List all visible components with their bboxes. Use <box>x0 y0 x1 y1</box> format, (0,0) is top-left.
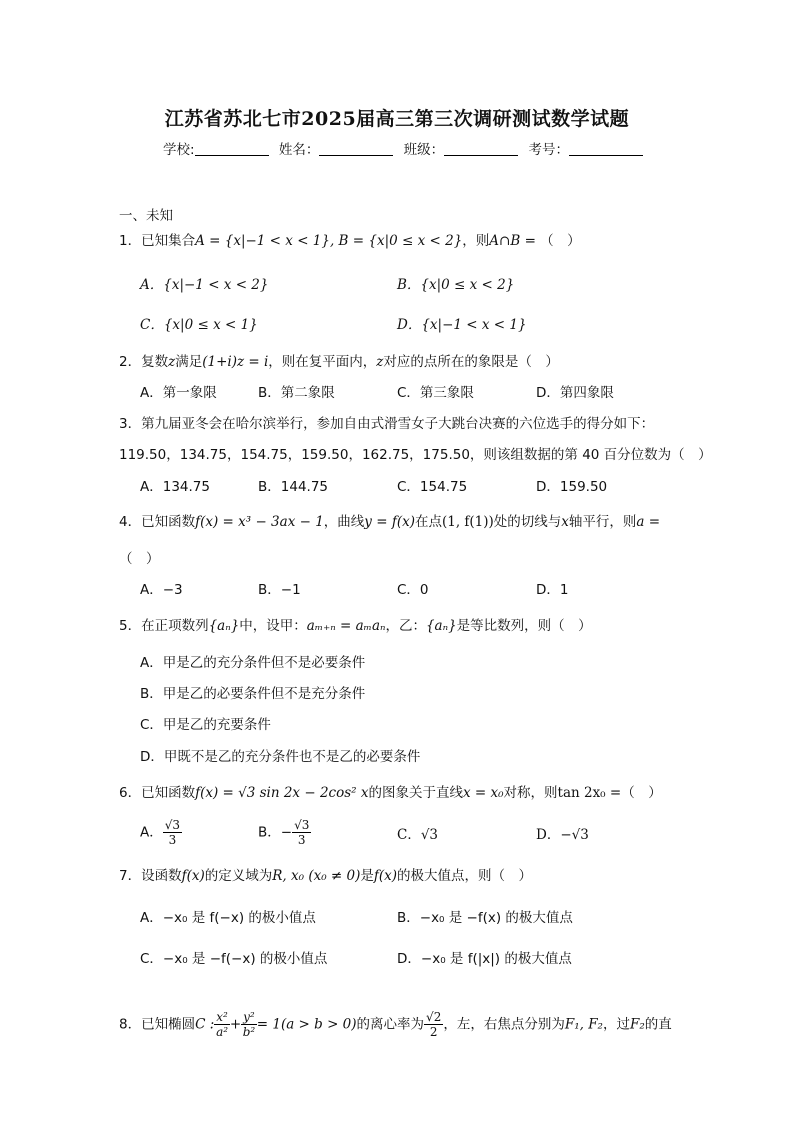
q2-option-c: C．第三象限 <box>397 385 474 401</box>
question-4-line-2: （ ） <box>119 551 160 567</box>
q4-curve: y = f(x) <box>364 514 415 530</box>
q4-point: (1, f(1)) <box>441 514 494 530</box>
q2-eq: (1+i)z = i <box>202 354 269 370</box>
q6-option-b <box>258 818 311 847</box>
question-7-stem <box>119 867 532 885</box>
q5-seq2: {aₙ} <box>425 618 457 634</box>
q6-tan: tan 2x₀ = <box>557 785 622 801</box>
q5-text-a: 5．在正项数列 <box>119 618 209 634</box>
q4-option-a: A．−3 <box>140 582 183 598</box>
page-title: 江苏省苏北七市2025届高三第三次调研测试数学试题 <box>164 108 630 130</box>
q2-text-a: 2．复数 <box>119 354 169 370</box>
q6-line: x = x₀ <box>462 785 504 801</box>
q7-fx: f(x) <box>181 868 205 884</box>
question-4-stem <box>119 513 660 531</box>
q4-x: x <box>561 514 569 530</box>
q8-x-numerator: x² <box>216 1010 228 1024</box>
q5-option-a: A．甲是乙的充分条件但不是必要条件 <box>140 655 366 671</box>
q8-c: C : <box>195 1016 215 1033</box>
q8-f2: F₂ <box>629 1016 645 1033</box>
q8-e-denominator: 2 <box>429 1025 438 1039</box>
q6-option-b-fraction <box>292 818 311 847</box>
q6-option-a-numerator: √3 <box>164 818 181 832</box>
question-6-stem <box>119 784 662 802</box>
q4-text-a: 4．已知函数 <box>119 514 196 530</box>
q8-x-denominator: a² <box>216 1025 229 1039</box>
q7-text-c: 是 <box>360 868 374 884</box>
q1-text-c: = （ ） <box>520 233 581 249</box>
q8-text-d: ，过 <box>602 1016 630 1033</box>
q6-option-b-label: B．− <box>258 824 293 841</box>
q6-option-a-fraction <box>163 818 182 847</box>
q8-text-e: 的直 <box>644 1016 672 1033</box>
q8-plus: + <box>229 1016 242 1033</box>
question-1-stem <box>119 232 581 250</box>
q5-text-d: 是等比数列，则（ ） <box>456 618 592 634</box>
q7-domain: R, x₀ (x₀ ≠ 0) <box>272 868 361 884</box>
q6-text-d: （ ） <box>621 785 662 801</box>
q2-text-d: 对应的点所在的象限是（ ） <box>383 354 559 370</box>
q1-sets: A = {x|−1 < x < 1}, B = {x|0 ≤ x < 2} <box>195 233 463 249</box>
q2-z: z <box>168 354 176 370</box>
q3-option-b: B．144.75 <box>258 479 328 495</box>
q7-option-c: C．−x₀ 是 −f(−x) 的极小值点 <box>140 951 328 967</box>
q4-option-d: D．1 <box>536 582 569 598</box>
q1-option-c: C．{x|0 ≤ x < 1} <box>140 317 258 333</box>
q8-e-numerator: √2 <box>426 1010 442 1024</box>
q1-option-b: B．{x|0 ≤ x < 2} <box>397 277 515 293</box>
q6-option-c: C．√3 <box>397 827 439 843</box>
school-blank[interactable] <box>195 143 269 156</box>
q2-option-d: D．第四象限 <box>536 385 614 401</box>
q6-option-a-label: A． <box>140 824 163 841</box>
q8-text-c: ，左，右焦点分别为 <box>443 1016 565 1033</box>
q4-text-b: ，曲线 <box>323 514 365 530</box>
q5-option-b: B．甲是乙的必要条件但不是充分条件 <box>140 686 366 702</box>
q4-text-e: 轴平行，则 <box>568 514 637 530</box>
question-2-stem <box>119 353 559 371</box>
q7-text-a: 7．设函数 <box>119 868 182 884</box>
q5-text-c: ，乙： <box>385 618 426 634</box>
q2-z2: z <box>376 354 384 370</box>
q8-y-fraction <box>241 1010 257 1039</box>
q6-text-b: 的图象关于直线 <box>368 785 463 801</box>
q8-text-b: 的离心率为 <box>356 1016 425 1033</box>
q3-option-c: C．154.75 <box>397 479 468 495</box>
q6-text-c: 对称，则 <box>503 785 558 801</box>
q4-text-c: 在点 <box>414 514 442 530</box>
q4-text-d: 处的切线与 <box>493 514 562 530</box>
q2-option-a: A．第一象限 <box>140 385 217 401</box>
q1-expr: A∩B <box>489 233 521 249</box>
q1-option-d: D．{x|−1 < x < 1} <box>397 317 527 333</box>
q1-text-a: 1．已知集合 <box>119 233 196 249</box>
question-8-stem <box>119 1010 672 1039</box>
q6-fx: f(x) = √3 sin 2x − 2cos² x <box>195 785 369 801</box>
q8-x-fraction <box>214 1010 230 1039</box>
q8-y-denominator: b² <box>242 1025 256 1039</box>
q6-option-d: D．−√3 <box>536 827 589 843</box>
q6-option-b-numerator: √3 <box>294 818 310 832</box>
q7-option-b: B．−x₀ 是 −f(x) 的极大值点 <box>397 910 573 926</box>
q7-option-a: A．−x₀ 是 f(−x) 的极小值点 <box>140 910 316 926</box>
q4-option-c: C．0 <box>397 582 429 598</box>
question-3-line-2: 119.50，134.75，154.75，159.50，162.75，175.50，则该组数据的第 40 百分位数为（ ） <box>119 447 712 463</box>
class-blank[interactable] <box>444 143 518 156</box>
student-info-row <box>163 138 649 158</box>
q8-foci: F₁, F₂ <box>564 1016 603 1033</box>
q7-text-d: 的极大值点，则（ ） <box>397 868 533 884</box>
section-heading: 一、未知 <box>119 208 173 224</box>
q6-text-a: 6．已知函数 <box>119 785 196 801</box>
question-3-line-1: 3．第九届亚冬会在哈尔滨举行，参加自由式滑雪女子大跳台决赛的六位选手的得分如下： <box>119 416 655 432</box>
q1-text-b: ，则 <box>462 233 490 249</box>
q8-y-numerator: y² <box>243 1010 255 1024</box>
q7-text-b: 的定义域为 <box>204 868 273 884</box>
q4-fx: f(x) = x³ − 3ax − 1 <box>195 514 324 530</box>
number-label: 考号： <box>528 142 569 158</box>
q2-option-b: B．第二象限 <box>258 385 335 401</box>
q8-text-a: 8．已知椭圆 <box>119 1016 196 1033</box>
q6-option-b-denominator: 3 <box>297 833 306 847</box>
q6-option-a <box>140 818 182 847</box>
q1-option-a: A．{x|−1 < x < 2} <box>140 277 269 293</box>
question-5-stem <box>119 617 592 635</box>
q5-cond: aₘ₊ₙ = aₘaₙ <box>306 618 386 634</box>
q7-fx2: f(x) <box>373 868 398 884</box>
q2-text-c: ，则在复平面内， <box>268 354 377 370</box>
q5-option-c: C．甲是乙的充要条件 <box>140 717 271 733</box>
q4-a: a = <box>636 514 661 530</box>
school-label: 学校: <box>163 142 195 158</box>
q5-text-b: 中，设甲： <box>239 618 307 634</box>
q5-seq: {aₙ} <box>208 618 240 634</box>
q5-option-d: D．甲既不是乙的充分条件也不是乙的必要条件 <box>140 749 421 765</box>
q3-option-d: D．159.50 <box>536 479 608 495</box>
q8-eq: = 1(a > b > 0) <box>256 1016 357 1033</box>
q6-option-a-denominator: 3 <box>168 833 177 847</box>
q8-e-fraction <box>424 1010 443 1039</box>
q7-option-d: D．−x₀ 是 f(|x|) 的极大值点 <box>397 951 572 967</box>
q4-option-b: B．−1 <box>258 582 301 598</box>
name-label: 姓名： <box>278 142 320 158</box>
class-label: 班级： <box>403 142 445 158</box>
q2-text-b: 满足 <box>175 354 203 370</box>
number-blank[interactable] <box>569 143 643 156</box>
name-blank[interactable] <box>319 143 393 156</box>
q3-option-a: A．134.75 <box>140 479 210 495</box>
